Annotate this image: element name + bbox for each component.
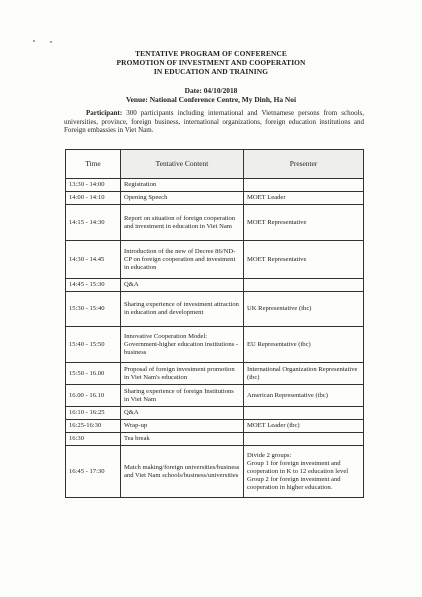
- content-cell: Sharing experience of foreign Institutions in Viet Nam: [121, 385, 244, 407]
- content-cell: Innovative Cooperation Model: Government-higher education institutions - business: [121, 327, 244, 363]
- presenter-cell: MOET Leader (tbc): [244, 420, 364, 433]
- document-title: [0, 49, 422, 76]
- presenter-cell: [244, 279, 364, 292]
- table-row: [66, 363, 364, 385]
- time-cell: 16:30: [66, 433, 121, 446]
- presenter-cell: UK Representative (tbc): [244, 292, 364, 327]
- presenter-cell: [244, 407, 364, 420]
- content-cell: Tea break: [121, 433, 244, 446]
- presenter-cell: MOET Representative: [244, 241, 364, 279]
- table-header-row: [66, 150, 364, 179]
- event-venue: Venue: National Conference Centre, My Dinh, Ha Noi: [125, 95, 297, 104]
- content-cell: Q&A: [121, 407, 244, 420]
- content-cell: Introduction of the new of Decree 86/ND-CP on foreign cooperation and investment in education: [121, 241, 244, 279]
- table-row: [66, 420, 364, 433]
- presenter-cell: [244, 179, 364, 192]
- content-cell: Q&A: [121, 279, 244, 292]
- participant-label: Participant:: [86, 109, 123, 117]
- presenter-cell: Divide 2 groups: Group 1 for foreign investment and cooperation in K to 12 education level Group 2 for foreign investment and cooperation in higher education.: [244, 446, 364, 498]
- presenter-cell: International Organization Representative (tbc): [244, 363, 364, 385]
- presenter-cell: [244, 433, 364, 446]
- table-row: [66, 327, 364, 363]
- table-row: [66, 279, 364, 292]
- time-cell: 14:15 - 14:30: [66, 205, 121, 241]
- presenter-cell: MOET Representative: [244, 205, 364, 241]
- presenter-cell: MOET Leader: [244, 192, 364, 205]
- program-body: [66, 179, 364, 498]
- table-row: [66, 292, 364, 327]
- header-time: Time: [66, 150, 121, 179]
- participant-text: 300 participants including international and Vietnamese persons from schools, universities, province, foreign business, international organizations, foreign education institutions and Foreign embassies in Viet Nam.: [64, 109, 364, 135]
- time-cell: 15:50 - 16.00: [66, 363, 121, 385]
- event-meta: [0, 86, 422, 104]
- time-cell: 13:30 - 14:00: [66, 179, 121, 192]
- title-line: TENTATIVE PROGRAM OF CONFERENCE: [135, 49, 287, 58]
- content-cell: Wrap-up: [121, 420, 244, 433]
- scan-speck: [50, 41, 52, 43]
- table-row: [66, 179, 364, 192]
- time-cell: 15:40 - 15:50: [66, 327, 121, 363]
- content-cell: Proposal of foreign investment promotion in Viet Nam's education: [121, 363, 244, 385]
- table-row: [66, 407, 364, 420]
- table-row: [66, 433, 364, 446]
- table-row: [66, 192, 364, 205]
- time-cell: 14:00 - 14:10: [66, 192, 121, 205]
- time-cell: 14:30 - 14.45: [66, 241, 121, 279]
- time-cell: 16:45 - 17:30: [66, 446, 121, 498]
- time-cell: 16:10 - 16:25: [66, 407, 121, 420]
- content-cell: Match making/foreign universities/business and Viet Nam schools/business/universities: [121, 446, 244, 498]
- table-row: [66, 446, 364, 498]
- participant-paragraph: [64, 109, 364, 135]
- time-cell: 15:30 - 15:40: [66, 292, 121, 327]
- event-date: Date: 04/10/2018: [184, 86, 238, 95]
- content-cell: Sharing experience of investment attraction in education and development: [121, 292, 244, 327]
- title-line: IN EDUCATION AND TRAINING: [153, 67, 269, 76]
- scan-speck: [33, 40, 35, 42]
- presenter-cell: EU Representative (tbc): [244, 327, 364, 363]
- table-row: [66, 205, 364, 241]
- time-cell: 14:45 - 15:30: [66, 279, 121, 292]
- table-row: [66, 241, 364, 279]
- header-presenter: Presenter: [244, 150, 364, 179]
- table-row: [66, 385, 364, 407]
- content-cell: Report on situation of foreign cooperation and investment in education in Viet Nam: [121, 205, 244, 241]
- time-cell: 16.00 - 16.10: [66, 385, 121, 407]
- program-table: [65, 149, 364, 498]
- presenter-cell: American Representative (tbc): [244, 385, 364, 407]
- content-cell: Opening Speech: [121, 192, 244, 205]
- time-cell: 16:25-16:30: [66, 420, 121, 433]
- title-line: PROMOTION OF INVESTMENT AND COOPERATION: [116, 58, 306, 67]
- content-cell: Registration: [121, 179, 244, 192]
- header-content: Tentative Content: [121, 150, 244, 179]
